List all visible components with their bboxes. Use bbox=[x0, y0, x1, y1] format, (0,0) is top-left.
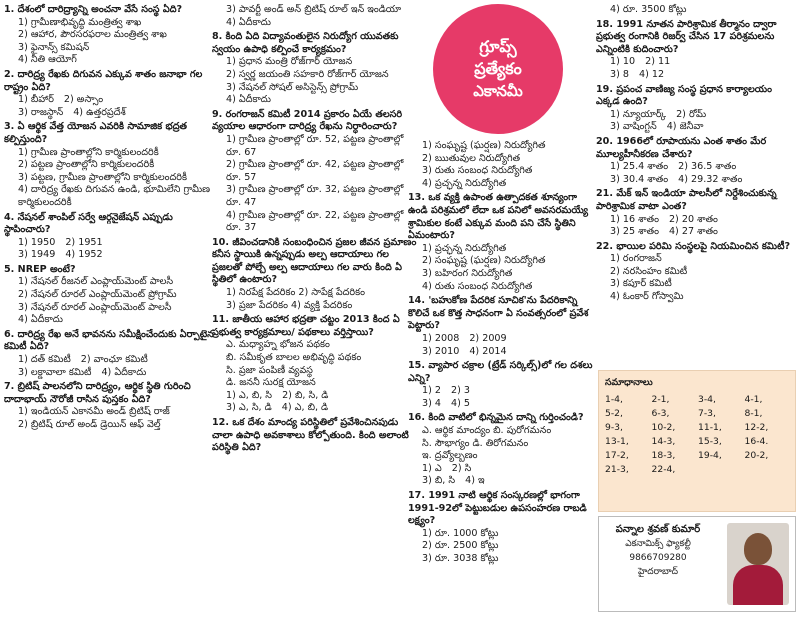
option: 2) నేషనల్ రూరల్ ఎంప్లాయ్‌మెంట్ ప్రోగ్రామ్ bbox=[18, 289, 177, 301]
author-photo bbox=[727, 523, 789, 605]
option: 3) రూ. 3038 కోట్లు bbox=[422, 553, 499, 564]
answer-item: 12-2, bbox=[744, 422, 769, 433]
option: 2) వాంఛూ కమిటీ bbox=[80, 354, 148, 366]
question-text: 18. 1991 నూతన పారిశ్రామిక తీర్మానం ద్వారా ప్రభుత్వ రంగానికి రిజర్వ్ చేసిన 17 పరిశ్రమలను ఎన్నింటికి కుదించారు? bbox=[596, 18, 777, 55]
option: 3) నేషనల్ రూరల్ ఎంప్లాయ్‌మెంట్ పాలసీ bbox=[18, 301, 172, 313]
option: 3) లక్డావాలా కమిటీ bbox=[18, 366, 92, 378]
option: 3) నేషనల్ సోషల్ అసిస్టెన్స్ ప్రోగ్రామ్ bbox=[226, 81, 359, 93]
option-row bbox=[212, 402, 420, 415]
option-row bbox=[596, 109, 796, 122]
author-card bbox=[598, 516, 796, 612]
option: 3) పట్టణ, గ్రామీణ ప్రాంతాల్లోని కార్మికులందరికీ bbox=[18, 171, 187, 183]
option: 3) రుతు సంబంధ నిరుద్యోగిత bbox=[422, 165, 533, 177]
option: డి. జననీ సురక్ష యోజన bbox=[226, 377, 316, 389]
question-block bbox=[596, 241, 796, 304]
option: 4) ఏదీకాదు bbox=[101, 366, 147, 378]
column-2 bbox=[212, 4, 420, 624]
question-text: 6. దారిద్ర్య రేఖ అనే భావనను సమీక్షించేందుకు ఏర్పాటైన కమిటీ ఏది? bbox=[4, 328, 214, 353]
option: 4) 27 శాతం bbox=[668, 226, 718, 238]
section-badge bbox=[433, 4, 563, 134]
question-block bbox=[4, 4, 214, 67]
option: 4) 5 bbox=[451, 397, 471, 409]
question-text: 19. ప్రపంచ వాణిజ్య సంస్థ ప్రధాన కార్యాలయం ఎక్కడ ఉంది? bbox=[596, 83, 772, 108]
option-row bbox=[596, 214, 796, 227]
option: 4) ఏదీకాదు bbox=[18, 314, 63, 326]
question-text: 14. 'బహుకోణ పేదరిక సూచిక'ను పేదరికాన్ని కొలిచే ఒక కొత్త సాధనంగా ఏ సంవత్సరంలో ప్రవేశ పెట్టారు? bbox=[408, 295, 589, 332]
option: 1) గ్రామీణ ప్రాంతాల్లో రూ. 52, పట్టణ ప్రాంతాల్లో రూ. 67 bbox=[226, 133, 404, 158]
option: బి. సమీకృత బాలల అభివృద్ధి పథకం bbox=[226, 352, 362, 364]
option: 1) 1950 bbox=[18, 236, 56, 248]
option: 4) 1952 bbox=[65, 249, 103, 261]
option: 1) ఇండియన్ ఎకానమీ అండ్ బ్రిటిష్ రాజ్ bbox=[18, 406, 170, 418]
answer-item: 10-2, bbox=[651, 422, 676, 433]
question-text: 17. 1991 నాటి ఆర్థిక సంస్కరణల్లో భాగంగా 1991-92లో పెట్టుబడుల ఉపసంహరణ రాబడి లక్ష్యం? bbox=[408, 490, 587, 527]
option: 4) ప్రచ్ఛన్న నిరుద్యోగిత bbox=[422, 177, 507, 189]
question-block bbox=[212, 4, 420, 29]
option: 1) బీహార్ bbox=[18, 94, 54, 106]
question-text: 4. నేషనల్ శాంపిల్ సర్వే ఆర్గనైజేషన్ ఎప్పుడు స్థాపించారు? bbox=[4, 211, 173, 236]
photo-head bbox=[744, 533, 772, 565]
badge-line-3: ఎకానమీ bbox=[473, 82, 523, 100]
photo-body bbox=[733, 565, 783, 605]
option-row bbox=[408, 398, 598, 411]
option: 3) బహిరంగ నిరుద్యోగిత bbox=[422, 267, 513, 279]
answer-item: 14-3, bbox=[651, 436, 676, 447]
option: 2) 20 శాతం bbox=[668, 213, 718, 225]
option-row bbox=[212, 390, 420, 403]
answer-item: 17-2, bbox=[605, 450, 629, 461]
option: 2) రోమ్ bbox=[676, 108, 707, 120]
author-name: పన్నాల శ్రవణ్ కుమార్ bbox=[615, 524, 701, 535]
question-block bbox=[4, 329, 214, 379]
question-text: 11. జాతీయ ఆహార భద్రతా చట్టం 2013 కింద ఏ ప్రభుత్వ కార్యక్రమాలు/ పథకాలు వర్తిస్తాయి? bbox=[212, 314, 400, 338]
option: సి. సౌభాగ్యం డి. తిరోగమనం bbox=[422, 437, 529, 449]
option: 4) 2014 bbox=[469, 345, 507, 357]
author-info bbox=[603, 523, 713, 579]
option: 3) 25 శాతం bbox=[610, 226, 659, 238]
answers-title: సమాధానాలు bbox=[605, 377, 653, 388]
option: 2) బి, సి, డి bbox=[282, 389, 329, 401]
question-text: 9. రంగరాజన్ కమిటీ 2014 ప్రకారం ఏయే తలసరి వ్యయాల ఆధారంగా దారిద్ర్య రేఖను నిర్ధారించారు? bbox=[212, 108, 403, 133]
author-role: ఎకనామిక్స్ ఫ్యాకల్టీ bbox=[625, 539, 691, 549]
option-row bbox=[4, 94, 214, 107]
option: ఇ. ద్రవ్యోల్బణం bbox=[422, 450, 478, 462]
option: 2) గ్రామీణ ప్రాంతాల్లో రూ. 42, పట్టణ ప్రాంతాల్లో రూ. 57 bbox=[226, 159, 404, 183]
question-block bbox=[212, 109, 420, 235]
badge-line-1: గ్రూప్స్ bbox=[479, 37, 517, 56]
option: 1) న్యూయార్క్ bbox=[610, 108, 667, 120]
question-block bbox=[408, 412, 598, 488]
option-row bbox=[408, 333, 598, 346]
option: 2) బ్రిటిష్ రూల్ అండ్ డ్రెయిన్ ఆఫ్ వెల్త్ bbox=[18, 419, 161, 430]
option: 4) దారిద్ర్య రేఖకు దిగువన ఉండి, భూమిలేని గ్రామీణ కార్మికులందరికీ bbox=[18, 184, 211, 208]
question-text: 12. ఒక దేశం మాంద్య పరిస్థితిలో ప్రవేశించినపుడు చాలా ఉపాధి అవకాశాలు కోల్పోతుంది. కింది అలాంటి పరిస్థితి ఏది? bbox=[212, 417, 409, 454]
answer-item: 6-3, bbox=[651, 408, 670, 419]
option: 2) ఆహార, పౌరసరఫరాల మంత్రిత్వ శాఖ bbox=[18, 29, 167, 41]
option: ఎ. ఆర్థిక మాంద్యం బి. పురోగమనం bbox=[422, 425, 552, 437]
column-3 bbox=[408, 140, 598, 624]
badge-line-2: ప్రత్యేకం bbox=[474, 59, 522, 78]
author-city: హైదరాబాద్ bbox=[637, 567, 679, 577]
option: 4) ఏదీకాదు bbox=[226, 94, 271, 106]
option: 2) పట్టణ ప్రాంతాల్లోని కార్మికులందరికీ bbox=[18, 159, 155, 171]
question-block bbox=[408, 140, 598, 190]
option: 4) 29.32 శాతం bbox=[678, 173, 743, 185]
answer-item: 22-4, bbox=[651, 464, 676, 475]
question-text: 16. కింది వాటిలో భిన్నమైన దాన్ని గుర్తించండి? bbox=[408, 412, 584, 424]
option-row bbox=[596, 121, 796, 134]
option: 3) 8 bbox=[610, 68, 630, 80]
option: 4) ఉత్తరప్రదేశ్ bbox=[73, 106, 126, 118]
option: 2) 2009 bbox=[469, 332, 507, 344]
option: 2) 3 bbox=[451, 385, 471, 397]
option: 4) రూ. 3500 కోట్లు bbox=[610, 4, 687, 15]
option: 2) రూ. 2500 కోట్లు bbox=[422, 540, 499, 552]
answer-item: 5-2, bbox=[605, 408, 623, 419]
question-block bbox=[4, 264, 214, 327]
question-block bbox=[4, 212, 214, 262]
question-text: 13. ఒక వ్యక్తి ఉపాంత ఉత్పాదకత శూన్యంగా ఉండి పరిశ్రమలో లేదా ఒక పనిలో అవసరమయ్యే శ్రామికుల కంటే ఎక్కువ మంది పని చేసే స్థితిని ఏమంటారు? bbox=[408, 192, 589, 242]
answer-item: 2-1, bbox=[651, 394, 670, 405]
option: 3) ప్రజా పేదరికం 4) వ్యక్తి పేదరికం bbox=[226, 299, 353, 311]
question-text: 5. NREP అంటే? bbox=[4, 263, 76, 275]
option: 4) నీతి ఆయోగ్ bbox=[18, 54, 77, 66]
answer-item: 19-4, bbox=[698, 450, 722, 461]
question-text: 1. దేశంలో దారిద్ర్యాన్ని అంచనా వేసే సంస్థ ఏది? bbox=[4, 4, 183, 15]
column-1 bbox=[4, 4, 214, 624]
question-block bbox=[408, 360, 598, 410]
option: 1) గ్రామీణ ప్రాంతాల్లోని కార్మికులందరికీ bbox=[18, 146, 159, 158]
question-block bbox=[408, 192, 598, 293]
option: 2) 36.5 శాతం bbox=[678, 161, 737, 173]
question-block bbox=[212, 314, 420, 415]
option: 4) రుతు సంబంధ నిరుద్యోగిత bbox=[422, 280, 533, 292]
option: 3) బి, సి bbox=[422, 475, 456, 487]
option-row bbox=[408, 385, 598, 398]
question-text: 10. జీవించడానికి సంబంధించిన ప్రజల జీవన ప్రమాణం కనీస స్థాయికి ఉన్నప్పుడు అల్ప ఆదాయాలు గల ప్రజలతో పోల్చే అల్ప ఆదాయాలు గల వారు కింది ఏ స్థితిలో ఉంటారు? bbox=[212, 236, 417, 286]
question-text: 7. బ్రిటిష్ పాలనలోని దారిద్ర్యం, ఆర్థిక స్థితి గురించి దాదాభాయ్ నౌరోజీ రాసిన పుస్తకం ఏది? bbox=[4, 381, 191, 405]
option-row bbox=[596, 174, 796, 187]
option: 4) ఇ bbox=[465, 475, 485, 487]
option: 1) ప్రచ్ఛన్న నిరుద్యోగిత bbox=[422, 242, 507, 254]
option: 4) 12 bbox=[639, 68, 665, 80]
option: 1) దత్ కమిటీ bbox=[18, 354, 71, 366]
option: 2) సంఘృష్ట (ఘర్షణ) నిరుద్యోగిత bbox=[422, 255, 546, 267]
option-row bbox=[4, 354, 214, 367]
option: 1) ఎ bbox=[422, 462, 442, 474]
option-row bbox=[408, 463, 598, 476]
option: 1) రంగరాజన్ bbox=[610, 253, 662, 265]
question-block bbox=[212, 237, 420, 313]
option: 3) వాషింగ్టన్ bbox=[610, 121, 657, 133]
option: 1) గ్రామీణాభివృద్ధి మంత్రిత్వ శాఖ bbox=[18, 16, 142, 28]
question-block bbox=[596, 188, 796, 238]
option: 1) ప్రధాన మంత్రి రోజ్‌గార్ యోజన bbox=[226, 56, 353, 68]
answers-box bbox=[598, 370, 796, 512]
option: 3) కపూర్ కమిటీ bbox=[610, 278, 672, 290]
question-block bbox=[596, 84, 796, 134]
option: 4) ఓంకార్ గోస్వామి bbox=[610, 291, 684, 303]
answer-item: 1-4, bbox=[605, 394, 623, 405]
option: 1) 25.4 శాతం bbox=[610, 161, 669, 173]
option-row bbox=[596, 56, 796, 69]
author-phone: 9866709280 bbox=[629, 553, 687, 563]
answers-grid bbox=[605, 394, 789, 475]
answer-item: 21-3, bbox=[605, 464, 629, 475]
option: 3) పావర్టీ అండ్ అన్ బ్రిటిష్ రూల్ ఇన్ ఇండియా bbox=[226, 4, 402, 15]
option: 2) ఋతువుల నిరుద్యోగిత bbox=[422, 152, 521, 164]
option: 2) 11 bbox=[645, 56, 671, 68]
question-block bbox=[596, 4, 796, 17]
question-block bbox=[596, 19, 796, 82]
option: 3) రాజస్థాన్ bbox=[18, 106, 64, 118]
question-text: 8. కింది ఏది విద్యావంతులైన నిరుద్యోగ యువతకు స్వయం ఉపాధి కల్పించే కార్యక్రమం? bbox=[212, 31, 399, 55]
answer-item: 9-3, bbox=[605, 422, 623, 433]
option: 1) 16 శాతం bbox=[610, 213, 659, 225]
option-row bbox=[596, 226, 796, 239]
option: 3) 1949 bbox=[18, 249, 56, 261]
option: 3) 2010 bbox=[422, 345, 460, 357]
question-text: 15. వ్యాపార చక్రాల (ట్రేడ్ సర్కిల్స్)లో గల దశలు ఎన్ని? bbox=[408, 360, 593, 384]
option: 1) 10 bbox=[610, 56, 636, 68]
option: సి. ప్రజా పంపిణీ వ్యవస్థ bbox=[226, 364, 313, 376]
answer-item: 7-3, bbox=[698, 408, 716, 419]
option-row bbox=[4, 107, 214, 120]
option: 1) నేషనల్ రీజనల్ ఎంప్లాయ్‌మెంట్ పాలసీ bbox=[18, 276, 174, 288]
option-row bbox=[4, 249, 214, 262]
question-text: 3. ఏ ఆర్థిక వేత్త యోజన ఎవరికి సామాజిక భద్రత కల్పిస్తుంది? bbox=[4, 121, 187, 145]
option: 2) నరసింహం కమిటీ bbox=[610, 265, 688, 277]
option: 3) గ్రామీణ ప్రాంతాల్లో రూ. 32, పట్టణ ప్రాంతాల్లో రూ. 47 bbox=[226, 184, 404, 208]
option: 2) స్వర్ణ జయంతి సహకారి రోజ్‌గార్ యోజన bbox=[226, 68, 389, 80]
question-block bbox=[212, 31, 420, 107]
option: 1) ఎ, బి, సి bbox=[226, 389, 273, 401]
option: 1) నిరపేక్ష పేదరికం 2) సాపేక్ష పేదరికం bbox=[226, 287, 365, 299]
option: 3) 30.4 శాతం bbox=[610, 173, 669, 185]
column-4 bbox=[596, 4, 796, 303]
option: 4) గ్రామీణ ప్రాంతాల్లో రూ. 22, పట్టణ ప్రాంతాల్లో రూ. 37 bbox=[226, 209, 404, 234]
option-row bbox=[408, 346, 598, 359]
answer-item: 18-3, bbox=[651, 450, 676, 461]
option: 1) సంఘృష్ట (ఘర్షణ) నిరుద్యోగిత bbox=[422, 140, 546, 151]
option: 1) 2 bbox=[422, 385, 442, 397]
option: 2) 1951 bbox=[65, 236, 103, 248]
option-row bbox=[4, 237, 214, 250]
answer-item: 16-4. bbox=[744, 436, 769, 447]
answer-item: 20-2, bbox=[744, 450, 769, 461]
question-block bbox=[408, 490, 598, 566]
answer-item: 3-4, bbox=[698, 394, 716, 405]
question-text: 21. మేక్ ఇన్ ఇండియా పాలసీలో నిర్దేశించుకున్న పారిశ్రామిక వాటా ఎంత? bbox=[596, 188, 777, 212]
option: 3) ఫైనాన్స్ కమిషన్ bbox=[18, 41, 90, 53]
option-row bbox=[596, 69, 796, 82]
option: 3) ఎ, సి, డి bbox=[226, 402, 272, 414]
question-text: 22. భాయిల పరిమి సంస్థలపై నియమించిన కమిటీ? bbox=[596, 240, 791, 252]
option-row bbox=[4, 367, 214, 380]
option: 2) అస్సాం bbox=[63, 94, 104, 106]
question-block bbox=[212, 417, 420, 455]
question-text: 2. దారిద్ర్య రేఖకు దిగువన ఎక్కువ శాతం జనాభా గల రాష్ట్రం ఏది? bbox=[4, 68, 203, 93]
option-row bbox=[408, 475, 598, 488]
answer-item: 15-3, bbox=[698, 436, 722, 447]
question-block bbox=[4, 381, 214, 431]
answer-item: 8-1, bbox=[744, 408, 763, 419]
answer-item: 13-1, bbox=[605, 436, 629, 447]
answer-item: 4-1, bbox=[744, 394, 763, 405]
option: 4) ఏదీకాదు bbox=[226, 16, 271, 28]
option: 1) 2008 bbox=[422, 332, 460, 344]
option: 2) సి bbox=[451, 462, 472, 474]
option: ఎ. మధ్యాహ్న భోజన పథకం bbox=[226, 339, 330, 351]
option: 4) ఎ, బి, డి bbox=[281, 402, 329, 414]
option: 3) 4 bbox=[422, 397, 442, 409]
option-row bbox=[596, 161, 796, 174]
question-block bbox=[4, 121, 214, 209]
question-block bbox=[408, 295, 598, 358]
question-text: 20. 1966లో రూపాయను ఎంత శాతం మేర మూల్యహీనీకరణ చేశారు? bbox=[596, 135, 767, 160]
question-block bbox=[596, 136, 796, 186]
option: 1) రూ. 1000 కోట్లు bbox=[422, 527, 499, 539]
answer-item: 11-1, bbox=[698, 422, 722, 433]
option: 4) జెనీవా bbox=[666, 121, 704, 133]
question-block bbox=[4, 69, 214, 119]
